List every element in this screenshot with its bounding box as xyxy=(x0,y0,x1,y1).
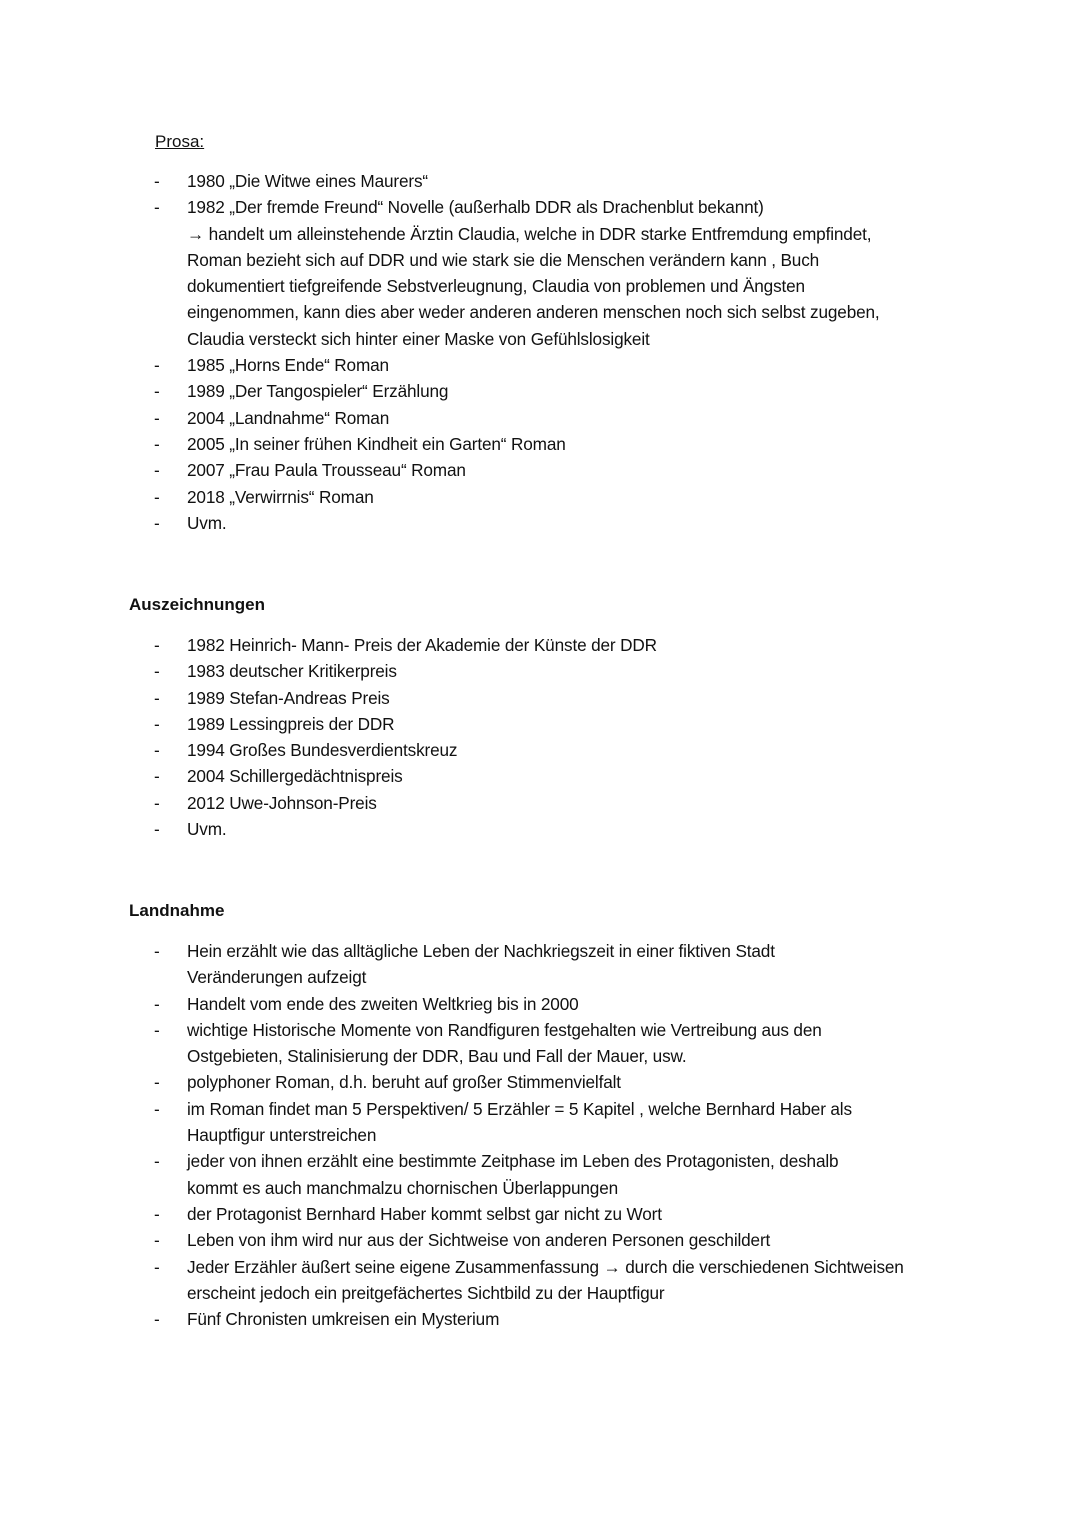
dash-bullet-icon: - xyxy=(154,1019,160,1040)
landnahme-list xyxy=(0,938,1080,1332)
list-item xyxy=(0,632,1080,658)
dash-bullet-icon: - xyxy=(154,941,160,961)
list-item-text: 2004 Schillergedächtnispreis xyxy=(187,766,403,787)
list-item xyxy=(0,763,1080,789)
dash-bullet-icon: - xyxy=(154,407,160,428)
list-item xyxy=(0,790,1080,816)
dash-bullet-icon: - xyxy=(154,460,160,481)
dash-bullet-icon: - xyxy=(154,792,160,813)
section-heading-landnahme: Landnahme xyxy=(129,901,225,920)
list-item xyxy=(0,816,1080,842)
list-item-text: kommt es auch manchmalzu chornischen Überlappungen xyxy=(187,1177,619,1198)
list-item xyxy=(0,1306,1080,1332)
list-item-text: 1985 „Horns Ende“ Roman xyxy=(187,355,389,376)
list-item-text: 1982 Heinrich- Mann- Preis der Akademie der Künste der DDR xyxy=(187,635,657,655)
list-item-text: 1994 Großes Bundesverdientskreuz xyxy=(187,740,458,761)
dash-bullet-icon: - xyxy=(154,512,160,533)
list-item-text: Ostgebieten, Stalinisierung der DDR, Bau und Fall der Mauer, usw. xyxy=(187,1046,687,1067)
list-item-text: 1983 deutscher Kritikerpreis xyxy=(187,661,397,682)
dash-bullet-icon: - xyxy=(154,1151,160,1172)
dash-bullet-icon: - xyxy=(154,381,160,402)
list-item xyxy=(0,658,1080,684)
dash-bullet-icon: - xyxy=(154,635,160,655)
dash-bullet-icon: - xyxy=(154,171,160,191)
dash-bullet-icon: - xyxy=(154,1256,160,1277)
list-item-text: der Protagonist Bernhard Haber kommt selbst gar nicht zu Wort xyxy=(187,1203,662,1224)
list-item-text: 1989 Lessingpreis der DDR xyxy=(187,713,395,734)
dash-bullet-icon: - xyxy=(154,433,160,454)
list-item xyxy=(0,352,1080,378)
dash-bullet-icon: - xyxy=(154,486,160,507)
list-item xyxy=(0,1017,1080,1070)
list-item-text: 1989 Stefan-Andreas Preis xyxy=(187,687,390,708)
list-item xyxy=(0,1201,1080,1227)
dash-bullet-icon: - xyxy=(154,1098,160,1119)
list-item xyxy=(0,378,1080,404)
list-item xyxy=(0,1254,1080,1307)
list-item-text: erscheint jedoch ein preitgefächertes Sichtbild zu der Hauptfigur xyxy=(187,1282,665,1303)
dash-bullet-icon: - xyxy=(154,1230,160,1251)
list-item-text: Fünf Chronisten umkreisen ein Mysterium xyxy=(187,1309,500,1330)
list-item xyxy=(0,737,1080,763)
list-item xyxy=(0,938,1080,991)
dash-bullet-icon: - xyxy=(154,819,160,840)
list-item-text: Uvm. xyxy=(187,512,227,533)
list-item-text: jeder von ihnen erzählt eine bestimmte Zeitphase im Leben des Protagonisten, deshalb xyxy=(187,1151,839,1172)
list-item xyxy=(0,685,1080,711)
dash-bullet-icon: - xyxy=(154,355,160,376)
list-item xyxy=(0,484,1080,510)
list-item xyxy=(0,1069,1080,1095)
list-item-text: → handelt um alleinstehende Ärztin Claudia, welche in DDR starke Entfremdung empfindet, xyxy=(187,223,872,244)
list-item-text: 2007 „Frau Paula Trousseau“ Roman xyxy=(187,460,466,481)
list-item-text: im Roman findet man 5 Perspektiven/ 5 Erzähler = 5 Kapitel , welche Bernhard Haber als xyxy=(187,1098,852,1119)
list-item xyxy=(0,194,1080,352)
section-heading-auszeichnungen: Auszeichnungen xyxy=(129,595,266,614)
list-item-text: Roman bezieht sich auf DDR und wie stark sie die Menschen verändern kann , Buch xyxy=(187,249,820,270)
list-item-text: Hein erzählt wie das alltägliche Leben der Nachkriegszeit in einer fiktiven Stadt xyxy=(187,941,775,961)
list-item-text: Claudia versteckt sich hinter einer Maske von Gefühlslosigkeit xyxy=(187,328,650,349)
dash-bullet-icon: - xyxy=(154,993,160,1014)
dash-bullet-icon: - xyxy=(154,1309,160,1330)
dash-bullet-icon: - xyxy=(154,1072,160,1093)
section-heading-prosa: Prosa: xyxy=(155,132,205,151)
list-item-text: eingenommen, kann dies aber weder anderen anderen menschen noch sich selbst zugeben, xyxy=(187,302,880,323)
list-item xyxy=(0,405,1080,431)
dash-bullet-icon: - xyxy=(154,713,160,734)
prosa-list xyxy=(0,168,1080,536)
list-item xyxy=(0,457,1080,483)
list-item xyxy=(0,991,1080,1017)
list-item-text: 2012 Uwe-Johnson-Preis xyxy=(187,792,377,813)
list-item xyxy=(0,431,1080,457)
list-item xyxy=(0,1227,1080,1253)
list-item-text: 1989 „Der Tangospieler“ Erzählung xyxy=(187,381,449,402)
list-item-text: Hauptfigur unterstreichen xyxy=(187,1125,377,1146)
list-item-text: 1980 „Die Witwe eines Maurers“ xyxy=(187,171,428,191)
list-item-text: Uvm. xyxy=(187,819,227,840)
list-item-text: Handelt vom ende des zweiten Weltkrieg bis in 2000 xyxy=(187,993,579,1014)
list-item-text: wichtige Historische Momente von Randfiguren festgehalten wie Vertreibung aus den xyxy=(187,1019,822,1040)
dash-bullet-icon: - xyxy=(154,766,160,787)
list-item xyxy=(0,1096,1080,1149)
list-item-text: dokumentiert tiefgreifende Sebstverleugnung, Claudia von problemen und Ängsten xyxy=(187,276,805,297)
dash-bullet-icon: - xyxy=(154,1203,160,1224)
list-item xyxy=(0,168,1080,194)
list-item-text: 2004 „Landnahme“ Roman xyxy=(187,407,390,428)
list-item-text: 1982 „Der fremde Freund“ Novelle (außerhalb DDR als Drachenblut bekannt) xyxy=(187,197,764,218)
list-item-text: polyphoner Roman, d.h. beruht auf großer Stimmenvielfalt xyxy=(187,1072,621,1093)
dash-bullet-icon: - xyxy=(154,740,160,761)
list-item xyxy=(0,510,1080,536)
list-item-text: 2005 „In seiner frühen Kindheit ein Garten“ Roman xyxy=(187,433,566,454)
list-item-text: Jeder Erzähler äußert seine eigene Zusammenfassung → durch die verschiedenen Sichtweisen xyxy=(187,1256,904,1277)
list-item xyxy=(0,711,1080,737)
auszeichnungen-list xyxy=(0,632,1080,842)
list-item-text: Leben von ihm wird nur aus der Sichtweise von anderen Personen geschildert xyxy=(187,1230,771,1251)
dash-bullet-icon: - xyxy=(154,687,160,708)
dash-bullet-icon: - xyxy=(154,661,160,682)
list-item-text: Veränderungen aufzeigt xyxy=(187,967,367,988)
list-item xyxy=(0,1148,1080,1201)
dash-bullet-icon: - xyxy=(154,197,160,218)
list-item-text: 2018 „Verwirrnis“ Roman xyxy=(187,486,374,507)
